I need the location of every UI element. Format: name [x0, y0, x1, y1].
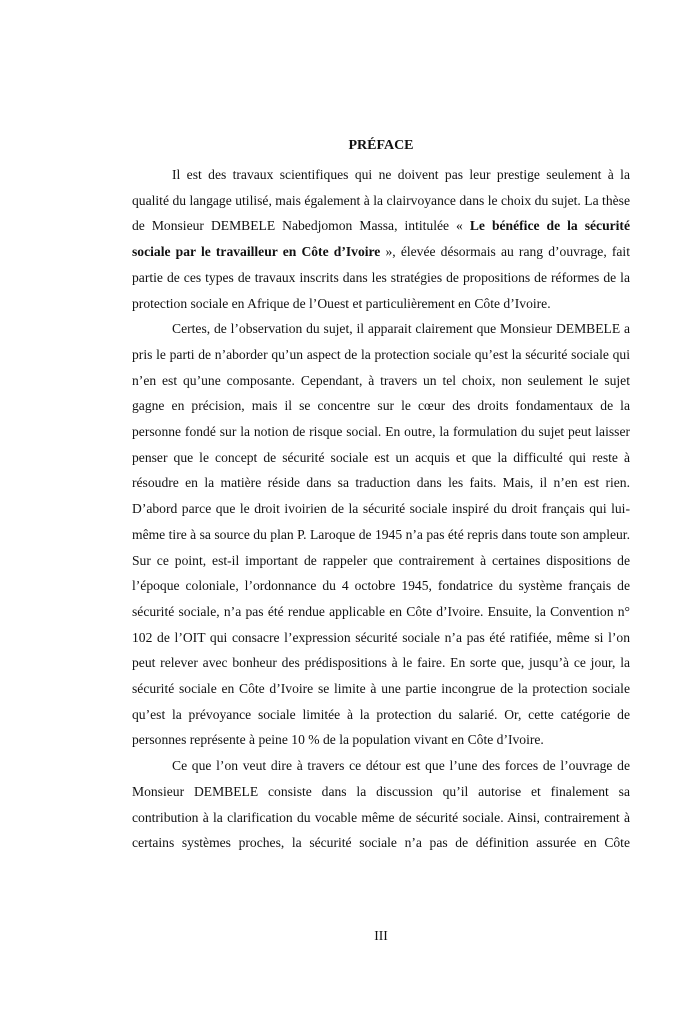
- paragraph-3: Ce que l’on veut dire à travers ce détour est que l’une des forces de l’ouvrage de Monsieur DEMBELE consiste dans la discussion qu’il autorise et finalement sa contribution à la clarification du vocable même de sécurité sociale. Ainsi, contrairement à certains systèmes proches, la sécurité sociale n’a pas de définition assurée en Côte: [132, 758, 630, 851]
- paragraph-1-text-start: Il est des travaux scientifiques qui ne doivent pas leur prestige seulement à la qualité du langage utilisé, mais également à la clairvoyance dans le choix du sujet. La thèse de Monsieur DEMBELE Nabedjomon Massa, intitulée «: [132, 167, 630, 234]
- document-page: [132, 0, 630, 1028]
- preface-body: [132, 162, 630, 856]
- paragraph-1-text-end: », élevée désormais au rang d’ouvrage, fait partie de ces types de travaux inscrits dans les stratégies de propositions de réformes de la protection sociale en Afrique de l’Ouest et particulièrement en Côte d’Ivoire.: [132, 244, 630, 311]
- thesis-title: Le bénéfice de la sécurité sociale par le travailleur en Côte d’Ivoire: [132, 218, 630, 260]
- paragraph-2: Certes, de l’observation du sujet, il apparait clairement que Monsieur DEMBELE a pris le parti de n’aborder qu’un aspect de la protection sociale qu’est la sécurité sociale qui n’en est qu’une composante. Cependant, à travers un tel choix, non seulement le sujet gagne en précision, mais il se concentre sur le cœur des droits fondamentaux de la personne fondé sur la notion de risque social. En outre, la formulation du sujet peut laisser penser que le concept de sécurité sociale est un acquis et que la difficulté qui reste à résoudre en la matière réside dans sa traduction dans les faits. Mais, il n’en est rien. D’abord parce que le droit ivoirien de la sécurité sociale inspiré du droit français qui lui-même tire à sa source du plan P. Laroque de 1945 n’a pas été repris dans toute son ampleur. Sur ce point, est-il important de rappeler que contrairement à certaines dispositions de l’époque coloniale, l’ordonnance du 4 octobre 1945, fondatrice du système français de sécurité sociale, n’a pas été rendue applicable en Côte d’Ivoire. Ensuite, la Convention n° 102 de l’OIT qui consacre l’expression sécurité sociale n’a pas été ratifiée, même si l’on peut relever avec bonheur des prédispositions à le faire. En sorte que, jusqu’à ce jour, la sécurité sociale en Côte d’Ivoire se limite à une partie incongrue de la protection sociale qu’est la prévoyance sociale limitée à la protection du salarié. Or, cette catégorie de personnes représente à peine 10 % de la population vivant en Côte d’Ivoire.: [132, 321, 630, 748]
- page-title: PRÉFACE: [348, 138, 414, 153]
- paragraph-1: [132, 162, 630, 316]
- page-number: III: [374, 928, 388, 943]
